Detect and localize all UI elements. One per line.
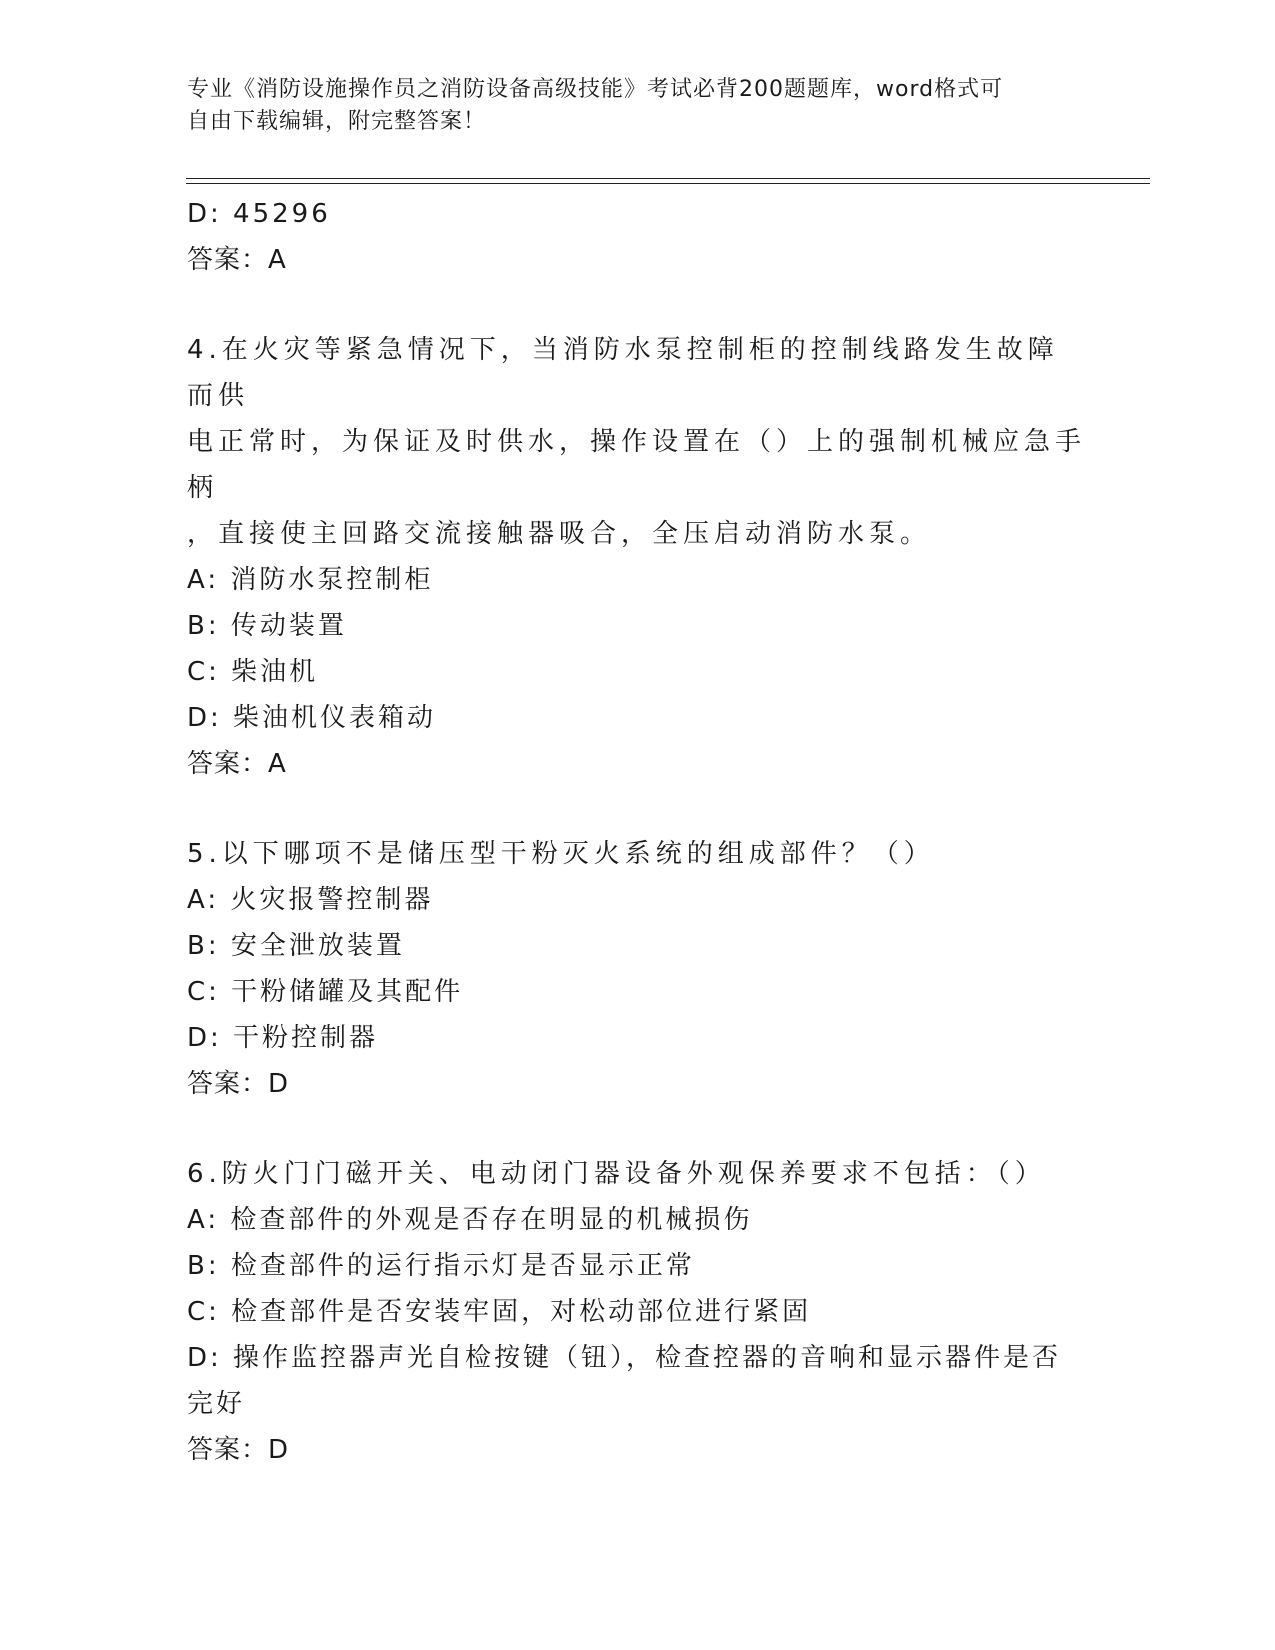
header-divider-bottom bbox=[186, 183, 1150, 184]
question-5 bbox=[187, 831, 1087, 1107]
option-a: A: 检查部件的外观是否存在明显的机械损伤 bbox=[187, 1205, 753, 1235]
option-b: B: 检查部件的运行指示灯是否显示正常 bbox=[187, 1251, 695, 1281]
option-a: A: 消防水泵控制柜 bbox=[187, 565, 434, 595]
question-stem-line: 4.在火灾等紧急情况下，当消防水泵控制柜的控制线路发生故障而供 bbox=[187, 335, 1059, 411]
question-3-tail bbox=[187, 191, 1087, 283]
option-c: C: 检查部件是否安装牢固，对松动部位进行紧固 bbox=[187, 1297, 812, 1327]
option-d: D: 干粉控制器 bbox=[187, 1023, 379, 1053]
answer-label: 答案：D bbox=[187, 1435, 290, 1465]
option-d-continued: 完好 bbox=[187, 1389, 246, 1419]
answer-label: 答案：A bbox=[187, 245, 287, 275]
header-divider-top bbox=[186, 178, 1150, 179]
option-d: D: 柴油机仪表箱动 bbox=[187, 703, 437, 733]
document-header bbox=[187, 74, 1067, 138]
question-list bbox=[187, 191, 1087, 1473]
question-6 bbox=[187, 1151, 1087, 1473]
option-a: A: 火灾报警控制器 bbox=[187, 885, 434, 915]
question-stem-line: 电正常时，为保证及时供水，操作设置在（）上的强制机械应急手柄 bbox=[187, 427, 1087, 503]
question-4 bbox=[187, 327, 1087, 787]
option-c: C: 干粉储罐及其配件 bbox=[187, 977, 464, 1007]
question-stem-line: 5.以下哪项不是储压型干粉灭火系统的组成部件？（） bbox=[187, 839, 935, 869]
answer-label: 答案：D bbox=[187, 1069, 290, 1099]
question-stem-line: 6.防火门门磁开关、电动闭门器设备外观保养要求不包括：（） bbox=[187, 1159, 1046, 1189]
option-b: B: 安全泄放装置 bbox=[187, 931, 405, 961]
option-c: C: 柴油机 bbox=[187, 657, 319, 687]
header-title-line-1: 专业《消防设施操作员之消防设备高级技能》考试必背200题题库，word格式可 bbox=[187, 77, 1004, 102]
question-stem-line: ，直接使主回路交流接触器吸合，全压启动消防水泵。 bbox=[187, 519, 932, 549]
option-d: D: 操作监控器声光自检按键（钮），检查控器的音响和显示器件是否 bbox=[187, 1343, 1062, 1373]
answer-label: 答案：A bbox=[187, 749, 287, 779]
header-title-line-2: 自由下载编辑，附完整答案！ bbox=[187, 109, 487, 134]
option-d: D: 45296 bbox=[187, 199, 331, 229]
option-b: B: 传动装置 bbox=[187, 611, 347, 641]
